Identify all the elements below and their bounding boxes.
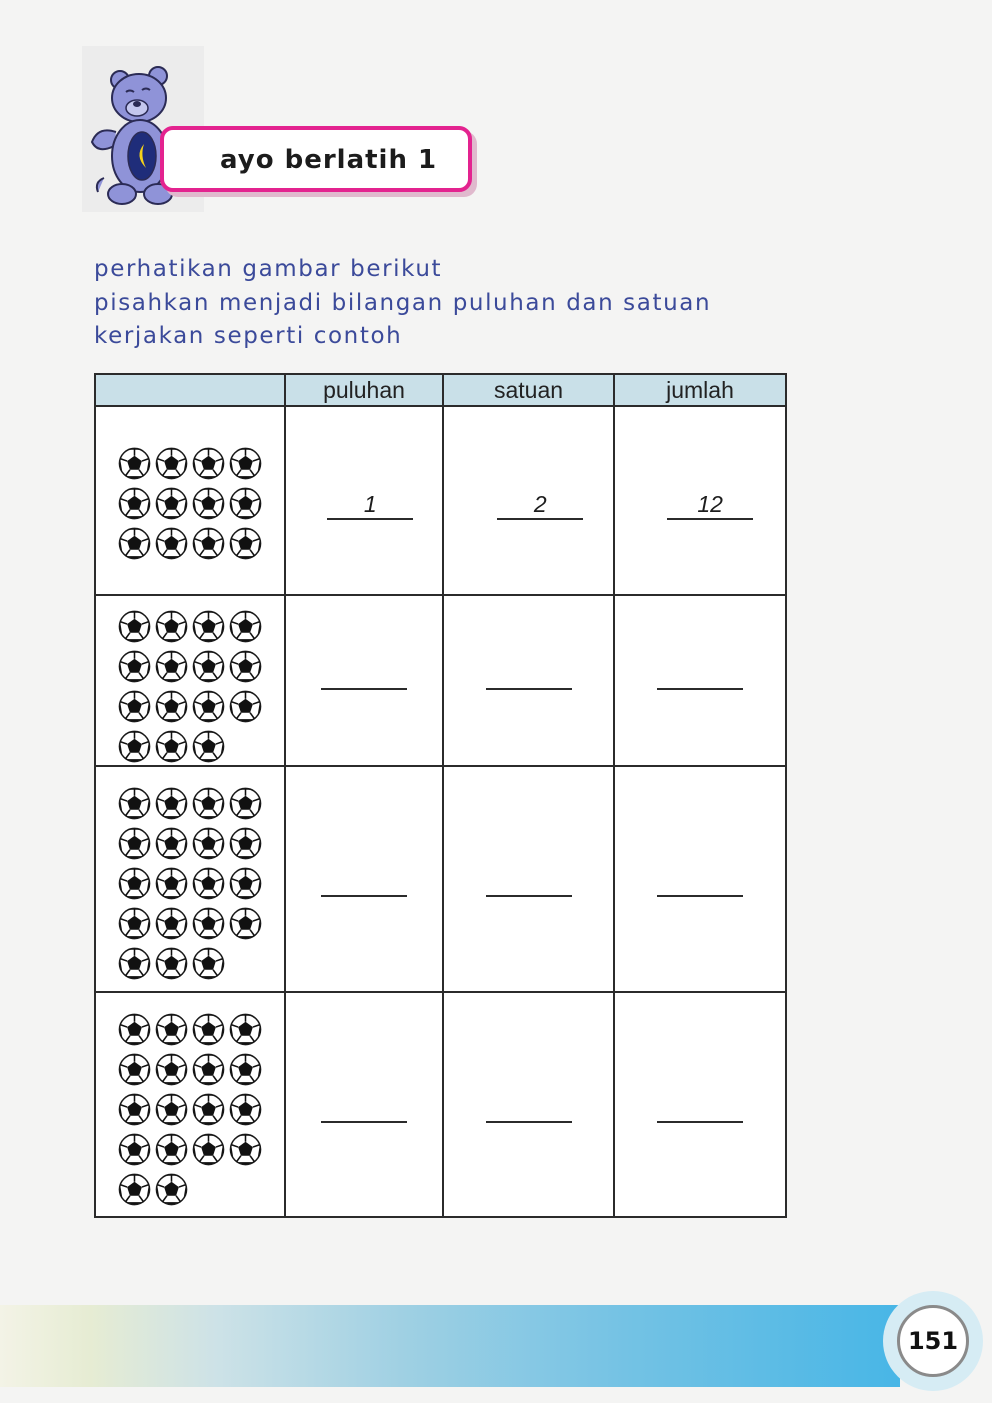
table-row: [95, 766, 786, 992]
puluhan-answer[interactable]: [321, 660, 407, 690]
answer-cell: [443, 406, 614, 595]
jumlah-answer[interactable]: [657, 1093, 743, 1123]
soccer-ball-icon: [229, 690, 263, 727]
ball-cell: [95, 406, 285, 595]
answer-cell: [285, 766, 443, 992]
exercise-table: [94, 373, 787, 1218]
soccer-ball-icon: [192, 690, 226, 727]
soccer-ball-icon: [155, 610, 189, 647]
soccer-ball-icon: [155, 447, 189, 484]
soccer-ball-icon: [118, 907, 152, 944]
soccer-ball-icon: [192, 1053, 226, 1090]
soccer-ball-icon: [155, 487, 189, 524]
ball-group: [118, 1013, 263, 1210]
ball-group: [118, 610, 263, 767]
answer-cell: [285, 992, 443, 1217]
instructions: [94, 253, 711, 354]
jumlah-answer[interactable]: [657, 660, 743, 690]
soccer-ball-icon: [118, 1053, 152, 1090]
soccer-ball-icon: [229, 650, 263, 687]
column-header-jumlah: jumlah: [614, 374, 786, 406]
title-box: [160, 126, 472, 192]
satuan-answer[interactable]: [486, 867, 572, 897]
soccer-ball-icon: [192, 527, 226, 564]
ball-cell: [95, 992, 285, 1217]
ball-group: [118, 787, 263, 984]
satuan-answer[interactable]: 2: [497, 490, 583, 520]
instruction-line: kerjakan seperti contoh: [94, 323, 403, 349]
puluhan-answer[interactable]: [321, 1093, 407, 1123]
soccer-ball-icon: [118, 947, 152, 984]
soccer-ball-icon: [118, 787, 152, 824]
soccer-ball-icon: [155, 867, 189, 904]
soccer-ball-icon: [229, 1133, 263, 1170]
soccer-ball-icon: [192, 1133, 226, 1170]
jumlah-answer[interactable]: 12: [667, 490, 753, 520]
soccer-ball-icon: [155, 947, 189, 984]
soccer-ball-icon: [118, 487, 152, 524]
answer-cell: [443, 992, 614, 1217]
ball-cell: [95, 595, 285, 766]
page-number: 151: [897, 1305, 969, 1377]
soccer-ball-icon: [192, 787, 226, 824]
soccer-ball-icon: [229, 610, 263, 647]
soccer-ball-icon: [192, 867, 226, 904]
soccer-ball-icon: [155, 1173, 189, 1210]
answer-cell: [614, 595, 786, 766]
soccer-ball-icon: [192, 827, 226, 864]
soccer-ball-icon: [118, 610, 152, 647]
soccer-ball-icon: [192, 650, 226, 687]
soccer-ball-icon: [118, 1013, 152, 1050]
table-row: [95, 595, 786, 766]
answer-cell: [285, 595, 443, 766]
soccer-ball-icon: [118, 447, 152, 484]
soccer-ball-icon: [118, 1173, 152, 1210]
soccer-ball-icon: [192, 907, 226, 944]
soccer-ball-icon: [118, 690, 152, 727]
soccer-ball-icon: [118, 827, 152, 864]
answer-cell: [285, 406, 443, 595]
soccer-ball-icon: [155, 1013, 189, 1050]
soccer-ball-icon: [155, 1133, 189, 1170]
satuan-answer[interactable]: [486, 660, 572, 690]
puluhan-answer[interactable]: 1: [327, 490, 413, 520]
puluhan-answer[interactable]: [321, 867, 407, 897]
soccer-ball-icon: [192, 1013, 226, 1050]
answer-cell: [614, 766, 786, 992]
soccer-ball-icon: [192, 1093, 226, 1130]
soccer-ball-icon: [229, 1053, 263, 1090]
answer-cell: [614, 406, 786, 595]
soccer-ball-icon: [155, 650, 189, 687]
soccer-ball-icon: [155, 1093, 189, 1130]
soccer-ball-icon: [229, 1093, 263, 1130]
soccer-ball-icon: [229, 907, 263, 944]
column-header-puluhan: puluhan: [285, 374, 443, 406]
soccer-ball-icon: [229, 827, 263, 864]
answer-cell: [443, 595, 614, 766]
column-header-satuan: satuan: [443, 374, 614, 406]
page-title: ayo berlatih 1: [220, 145, 438, 175]
soccer-ball-icon: [229, 1013, 263, 1050]
table-row: [95, 406, 786, 595]
ball-cell: [95, 766, 285, 992]
soccer-ball-icon: [118, 1133, 152, 1170]
answer-cell: [614, 992, 786, 1217]
soccer-ball-icon: [155, 907, 189, 944]
soccer-ball-icon: [192, 610, 226, 647]
instruction-line: pisahkan menjadi bilangan puluhan dan satuan: [94, 289, 712, 316]
soccer-ball-icon: [155, 787, 189, 824]
soccer-ball-icon: [118, 650, 152, 687]
jumlah-answer[interactable]: [657, 867, 743, 897]
table-row: [95, 992, 786, 1217]
soccer-ball-icon: [155, 730, 189, 767]
soccer-ball-icon: [155, 527, 189, 564]
soccer-ball-icon: [229, 867, 263, 904]
soccer-ball-icon: [229, 447, 263, 484]
soccer-ball-icon: [118, 1093, 152, 1130]
soccer-ball-icon: [118, 867, 152, 904]
soccer-ball-icon: [155, 690, 189, 727]
soccer-ball-icon: [192, 947, 226, 984]
column-header-image: [95, 374, 285, 406]
soccer-ball-icon: [155, 1053, 189, 1090]
soccer-ball-icon: [118, 730, 152, 767]
soccer-ball-icon: [229, 527, 263, 564]
instruction-line: perhatikan gambar berikut: [94, 256, 443, 282]
footer-band: [0, 1305, 900, 1387]
soccer-ball-icon: [192, 447, 226, 484]
soccer-ball-icon: [192, 487, 226, 524]
table-header-row: [95, 374, 786, 406]
answer-cell: [443, 766, 614, 992]
soccer-ball-icon: [229, 487, 263, 524]
soccer-ball-icon: [118, 527, 152, 564]
ball-group: [118, 447, 263, 564]
satuan-answer[interactable]: [486, 1093, 572, 1123]
soccer-ball-icon: [229, 787, 263, 824]
soccer-ball-icon: [155, 827, 189, 864]
soccer-ball-icon: [192, 730, 226, 767]
